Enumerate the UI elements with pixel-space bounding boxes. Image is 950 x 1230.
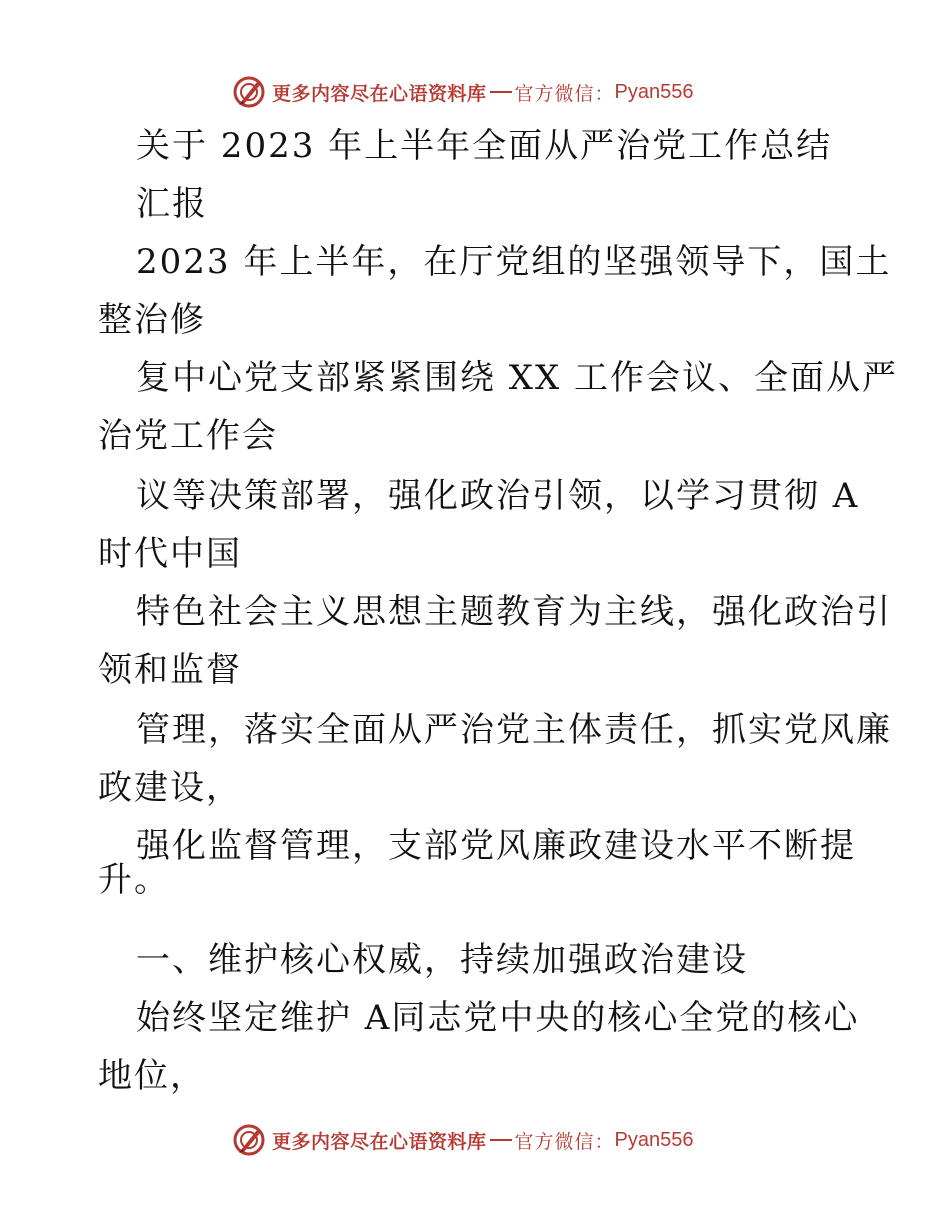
- watermark-brand-text: 更多内容尽在心语资料库: [272, 1130, 487, 1153]
- watermark-brand-text: 更多内容尽在心语资料库: [272, 82, 487, 105]
- text-line: 时代中国: [98, 534, 242, 574]
- quill-pen-seal-icon: [232, 75, 266, 109]
- quill-pen-seal-icon: [232, 1123, 266, 1157]
- text-line: 整治修: [98, 300, 206, 340]
- text-line: 2023 年上半年，在厅党组的坚强领导下，国土: [136, 242, 892, 282]
- document-title-line-2: 汇报: [136, 184, 208, 224]
- text-line: 地位，: [98, 1056, 206, 1096]
- watermark-contact-label: 官方微信：: [514, 82, 615, 105]
- watermark-contact-id: Pyan556: [614, 80, 694, 103]
- watermark-banner-top: [232, 72, 694, 112]
- text-line: 议等决策部署，强化政治引领，以学习贯彻 A: [136, 476, 860, 516]
- text-line: 治党工作会: [98, 416, 278, 456]
- text-line: 升。: [98, 860, 170, 900]
- text-line: 管理，落实全面从严治党主体责任，抓实党风廉: [136, 710, 892, 750]
- text-line: 特色社会主义思想主题教育为主线，强化政治引: [136, 592, 892, 632]
- text-line: 领和监督: [98, 650, 242, 690]
- watermark-contact-label: 官方微信：: [514, 1130, 615, 1153]
- watermark-contact-id: Pyan556: [614, 1128, 694, 1151]
- text-line: 始终坚定维护 A同志党中央的核心全党的核心: [136, 998, 860, 1038]
- section-heading: 一、维护核心权威，持续加强政治建设: [136, 940, 748, 980]
- text-line: 复中心党支部紧紧围绕 XX 工作会议、全面从严: [136, 358, 899, 398]
- text-line: 强化监督管理，支部党风廉政建设水平不断提: [136, 826, 856, 866]
- text-line: 政建设，: [98, 768, 242, 808]
- document-title-line-1: 关于 2023 年上半年全面从严治党工作总结: [136, 126, 833, 166]
- watermark-separator: [490, 91, 512, 93]
- watermark-banner-bottom: [232, 1120, 694, 1160]
- watermark-separator: [490, 1139, 512, 1141]
